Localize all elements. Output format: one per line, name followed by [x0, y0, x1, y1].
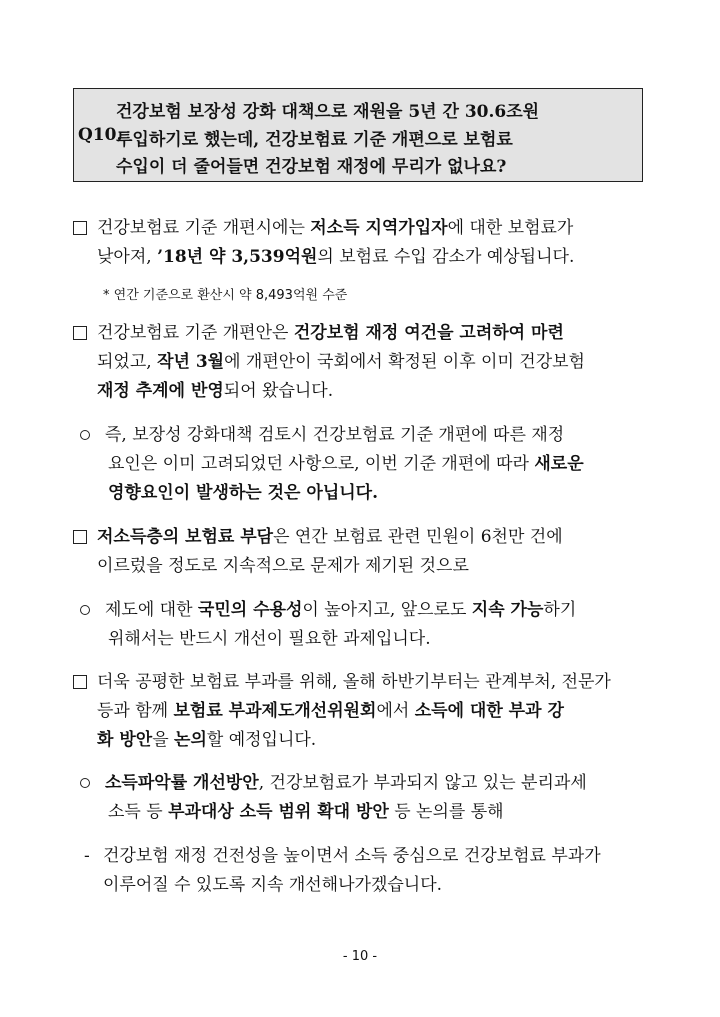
square-bullet-icon: [73, 530, 87, 544]
body-text: 은 연간 보험료 관련 민원이 6천만 건에: [273, 527, 563, 547]
paragraph-line: [105, 599, 576, 621]
paragraph-line: [103, 874, 442, 896]
body-text: 등 논의를 통해: [388, 802, 504, 822]
body-text: 건강보험료 기준 개편시에는: [97, 218, 311, 238]
paragraph-line: [105, 772, 587, 794]
emphasis-text: 소득파악률 개선방안: [105, 773, 259, 793]
square-bullet-icon: [73, 221, 87, 235]
body-text: 건강보험 재정 건전성을 높이면서 소득 중심으로 건강보험료 부과가: [103, 846, 601, 866]
body-text: 이 높아지고, 앞으로도: [302, 600, 472, 620]
body-text: , 건강보험료가 부과되지 않고 있는 분리과세: [258, 773, 587, 793]
square-bullet-icon: [73, 326, 87, 340]
body-text: 제도에 대한: [105, 600, 198, 620]
paragraph-line: [97, 671, 611, 693]
body-text: 건강보험료 기준 개편안은: [97, 323, 294, 343]
body-text: 즉, 보장성 강화대책 검토시 건강보험료 기준 개편에 따른 재정: [105, 425, 565, 445]
emphasis-text: 보험료 부과제도개선위원회: [173, 701, 377, 721]
question-line: 건강보험 보장성 강화 대책으로 재원을 5년 간 30.6조원: [116, 102, 540, 122]
paragraph-line: [97, 217, 573, 239]
emphasis-text: 작년 3월: [157, 352, 225, 372]
emphasis-text: 저소득 지역가입자: [310, 218, 448, 238]
paragraph-line: [97, 729, 316, 751]
body-text: 되었고,: [97, 352, 158, 372]
circle-bullet-icon: [80, 605, 90, 615]
paragraph-line: [108, 482, 378, 504]
body-text: 이루어질 수 있도록 지속 개선해나가겠습니다.: [103, 875, 443, 895]
body-text: 의 보험료 수입 감소가 예상됩니다.: [317, 247, 575, 267]
footnote: * 연간 기준으로 환산시 약 8,493억원 수준: [103, 288, 348, 303]
body-text: 되어 왔습니다.: [223, 381, 334, 401]
paragraph-line: [97, 380, 333, 402]
paragraph-line: [97, 526, 563, 548]
paragraph-line: [108, 628, 431, 650]
question-line: 투입하기로 했는데, 건강보험료 기준 개편으로 보험료: [116, 130, 513, 150]
body-text: 낮아져,: [97, 247, 158, 267]
emphasis-text: 부과대상 소득 범위 확대 방안: [168, 802, 389, 822]
body-text: 소득 등: [108, 802, 169, 822]
body-text: 에서: [376, 701, 415, 721]
paragraph-line: [97, 246, 574, 268]
question-line: 수입이 더 줄어들면 건강보험 재정에 무리가 없나요?: [116, 157, 507, 177]
body-text: 에 대한 보험료가: [447, 218, 574, 238]
circle-bullet-icon: [80, 430, 90, 440]
emphasis-text: 영향요인이 발생하는 것은 아닙니다.: [108, 483, 379, 503]
body-text: 할 예정입니다.: [206, 730, 317, 750]
paragraph-line: [97, 351, 585, 373]
paragraph-line: [108, 453, 584, 475]
page-number: - 10 -: [342, 949, 378, 964]
body-text: 에 개편안이 국회에서 확정된 이후 이미 건강보험: [224, 352, 585, 372]
emphasis-text: 소득에 대한 부과 강: [414, 701, 564, 721]
emphasis-text: ’18년 약 3,539억원: [157, 247, 318, 267]
emphasis-text: 저소득층의 보험료 부담: [97, 527, 274, 547]
body-text: 더욱 공평한 보험료 부과를 위해, 올해 하반기부터는 관계부처, 전문가: [97, 672, 611, 692]
emphasis-text: 재정 추계에 반영: [97, 381, 224, 401]
paragraph-line: [108, 801, 504, 823]
dash-bullet: -: [84, 846, 90, 866]
emphasis-text: 건강보험 재정 여건을 고려하여 마련: [293, 323, 564, 343]
question-number: Q10.: [78, 125, 123, 145]
body-text: 하기: [543, 600, 577, 620]
paragraph-line: [97, 555, 469, 577]
emphasis-text: 지속 가능: [471, 600, 544, 620]
body-text: 을: [152, 730, 175, 750]
circle-bullet-icon: [80, 778, 90, 788]
body-text: 요인은 이미 고려되었던 사항으로, 이번 기준 개편에 따라: [108, 454, 535, 474]
paragraph-line: [97, 322, 564, 344]
square-bullet-icon: [73, 675, 87, 689]
emphasis-text: 논의: [174, 730, 207, 750]
body-text: 이르렀을 정도로 지속적으로 문제가 제기된 것으로: [97, 556, 469, 576]
paragraph-line: [97, 700, 564, 722]
emphasis-text: 화 방안: [97, 730, 153, 750]
emphasis-text: 국민의 수용성: [197, 600, 303, 620]
question-box: [73, 88, 643, 182]
body-text: 등과 함께: [97, 701, 174, 721]
body-text: 위해서는 반드시 개선이 필요한 과제입니다.: [108, 629, 431, 649]
emphasis-text: 새로운: [534, 454, 584, 474]
paragraph-line: [103, 845, 601, 867]
paragraph-line: [105, 424, 564, 446]
